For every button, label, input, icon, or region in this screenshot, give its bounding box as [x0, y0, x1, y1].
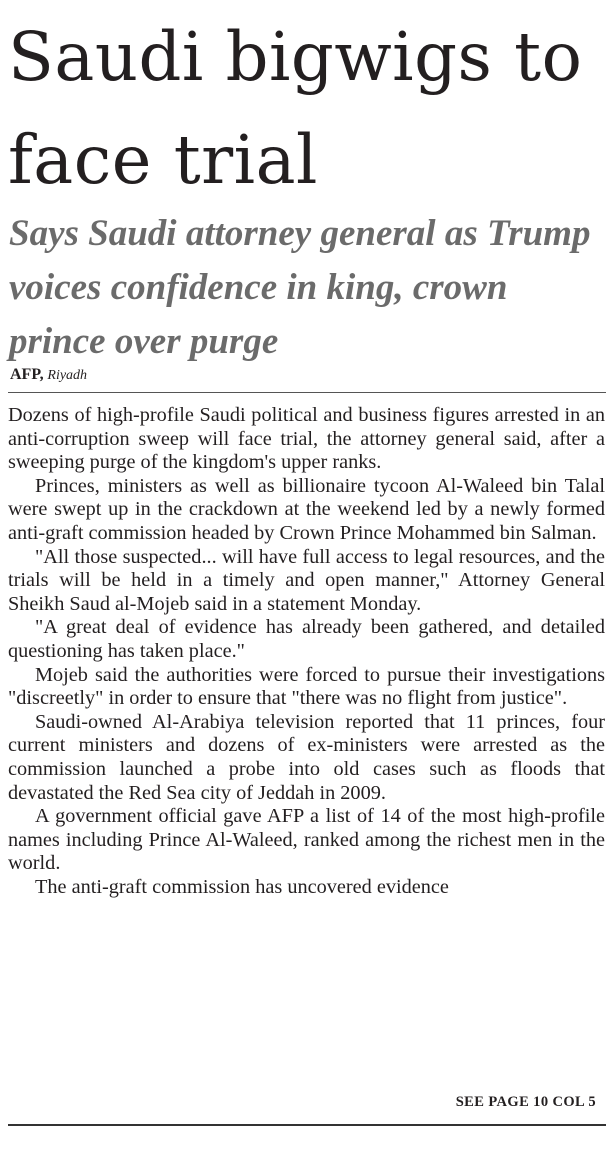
paragraph: Mojeb said the authorities were forced to pursue their investigations "discreetly" in order to ensure that "there was no flight from justice". — [8, 663, 605, 710]
paragraph: "All those suspected... will have full access to legal resources, and the trials will be held in a timely and open manner," Attorney General Sheikh Saud al-Mojeb said in a statement Monday. — [8, 545, 605, 615]
paragraph: "A great deal of evidence has already been gathered, and detailed questioning has taken place." — [8, 616, 605, 662]
byline-location: Riyadh — [47, 368, 88, 383]
subheadline: Says Saudi attorney general as Trump voices confidence in king, crown prince over purge — [9, 213, 591, 362]
bottom-divider — [8, 1124, 606, 1126]
paragraph: The anti-graft commission has uncovered evidence — [35, 875, 449, 898]
byline — [10, 366, 87, 384]
headline: Saudi bigwigs to face trial — [8, 18, 583, 199]
article-body — [8, 404, 605, 899]
paragraph: Princes, ministers as well as billionaire tycoon Al-Waleed bin Talal were swept up in the crackdown at the weekend led by a newly formed anti-graft commission headed by Crown Prince Mohammed bin Salman. — [8, 474, 605, 544]
paragraph: A government official gave AFP a list of 14 of the most high-profile names including Prince Al-Waleed, ranked among the richest men in the world. — [8, 805, 605, 875]
top-divider — [8, 392, 606, 393]
continuation-jump: SEE PAGE 10 COL 5 — [455, 1094, 596, 1110]
paragraph: Dozens of high-profile Saudi political and business figures arrested in an anti-corruption sweep will face trial, the attorney general said, after a sweeping purge of the kingdom's upper ranks. — [8, 404, 605, 474]
paragraph: Saudi-owned Al-Arabiya television reported that 11 princes, four current ministers and dozens of ex-ministers were arrested as the commission launched a probe into old cases such as floods that devastated the Red Sea city of Jeddah in 2009. — [8, 710, 605, 804]
byline-agency: AFP, — [10, 366, 44, 383]
